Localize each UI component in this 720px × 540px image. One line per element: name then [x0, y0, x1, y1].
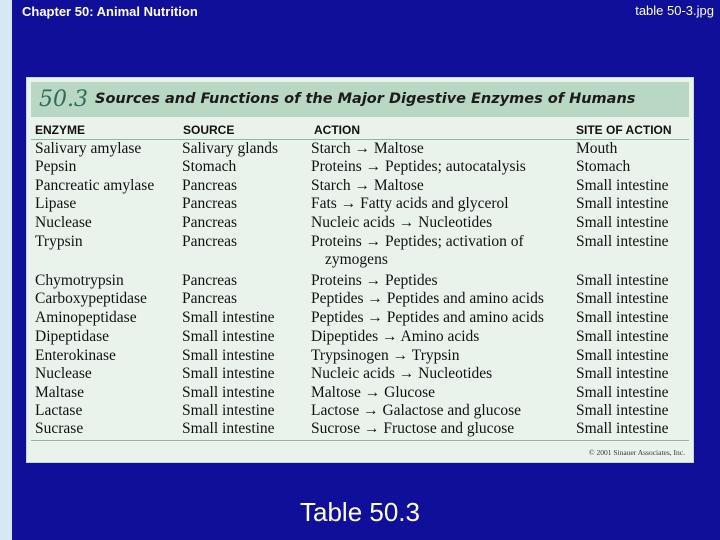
- cell-source: Small intestine: [182, 402, 275, 419]
- cell-action: Lactose → Galactose and glucose: [311, 402, 522, 419]
- cell-action: Nucleic acids → Nucleotides: [311, 214, 493, 231]
- cell-enzyme: Pepsin: [35, 158, 77, 175]
- column-header-action: ACTION: [314, 123, 360, 137]
- cell-action: Starch → Maltose: [311, 177, 424, 194]
- cell-action: Peptides → Peptides and amino acids: [311, 309, 544, 326]
- cell-enzyme: Salivary amylase: [35, 140, 142, 157]
- cell-source: Pancreas: [182, 233, 238, 250]
- cell-enzyme: Sucrase: [35, 420, 84, 437]
- copyright-note: © 2001 Sinauer Associates, Inc.: [588, 448, 685, 457]
- cell-action-continued: zymogens: [325, 251, 388, 268]
- cell-site: Stomach: [576, 158, 631, 175]
- cell-enzyme: Pancreatic amylase: [35, 177, 155, 194]
- column-header-enzyme: ENZYME: [35, 123, 86, 137]
- cell-enzyme: Aminopeptidase: [35, 309, 137, 326]
- cell-site: Small intestine: [576, 233, 669, 250]
- chapter-title: Chapter 50: Animal Nutrition: [22, 4, 198, 19]
- cell-source: Small intestine: [182, 420, 275, 437]
- cell-site: Small intestine: [576, 365, 669, 382]
- cell-site: Small intestine: [576, 420, 669, 437]
- cell-site: Small intestine: [576, 214, 669, 231]
- footer-divider: [31, 440, 689, 441]
- cell-site: Small intestine: [576, 309, 669, 326]
- cell-site: Small intestine: [576, 384, 669, 401]
- table-title-bar: [31, 82, 689, 117]
- cell-enzyme: Lipase: [35, 195, 77, 212]
- cell-action: Maltose → Glucose: [311, 384, 435, 401]
- cell-source: Pancreas: [182, 214, 238, 231]
- table-number: 50.3: [39, 87, 88, 112]
- cell-action: Trypsinogen → Trypsin: [311, 347, 460, 364]
- cell-enzyme: Carboxypeptidase: [35, 290, 147, 307]
- cell-source: Pancreas: [182, 272, 238, 289]
- cell-action: Proteins → Peptides; activation of: [311, 233, 524, 250]
- column-header-site: SITE OF ACTION: [576, 123, 672, 137]
- cell-action: Dipeptides → Amino acids: [311, 328, 480, 345]
- cell-site: Small intestine: [576, 177, 669, 194]
- cell-action: Peptides → Peptides and amino acids: [311, 290, 544, 307]
- cell-site: Small intestine: [576, 195, 669, 212]
- cell-source: Pancreas: [182, 290, 238, 307]
- cell-source: Small intestine: [182, 328, 275, 345]
- cell-source: Stomach: [182, 158, 237, 175]
- cell-site: Small intestine: [576, 402, 669, 419]
- cell-enzyme: Nuclease: [35, 365, 92, 382]
- cell-enzyme: Maltase: [35, 384, 85, 401]
- cell-site: Small intestine: [576, 272, 669, 289]
- cell-site: Mouth: [576, 140, 618, 157]
- cell-action: Proteins → Peptides; autocatalysis: [311, 158, 526, 175]
- left-accent-strip: [0, 0, 12, 540]
- cell-source: Small intestine: [182, 365, 275, 382]
- table-title: Sources and Functions of the Major Digestive Enzymes of Humans: [95, 91, 636, 107]
- cell-enzyme: Nuclease: [35, 214, 92, 231]
- cell-action: Fats → Fatty acids and glycerol: [311, 195, 509, 212]
- cell-action: Proteins → Peptides: [311, 272, 438, 289]
- cell-action: Starch → Maltose: [311, 140, 424, 157]
- slide-caption: Table 50.3: [300, 497, 420, 527]
- cell-source: Small intestine: [182, 309, 275, 326]
- cell-enzyme: Dipeptidase: [35, 328, 110, 345]
- column-header-source: SOURCE: [183, 123, 235, 137]
- cell-site: Small intestine: [576, 347, 669, 364]
- cell-source: Pancreas: [182, 177, 238, 194]
- cell-source: Pancreas: [182, 195, 238, 212]
- cell-site: Small intestine: [576, 290, 669, 307]
- cell-enzyme: Lactase: [35, 402, 83, 419]
- cell-action: Nucleic acids → Nucleotides: [311, 365, 493, 382]
- cell-action: Sucrose → Fructose and glucose: [311, 420, 515, 437]
- cell-source: Small intestine: [182, 384, 275, 401]
- cell-site: Small intestine: [576, 328, 669, 345]
- cell-source: Salivary glands: [182, 140, 278, 157]
- cell-enzyme: Enterokinase: [35, 347, 116, 364]
- enzyme-table: [26, 77, 694, 463]
- cell-source: Small intestine: [182, 347, 275, 364]
- cell-enzyme: Chymotrypsin: [35, 272, 124, 289]
- cell-enzyme: Trypsin: [35, 233, 83, 250]
- file-name: table 50-3.jpg: [635, 3, 714, 18]
